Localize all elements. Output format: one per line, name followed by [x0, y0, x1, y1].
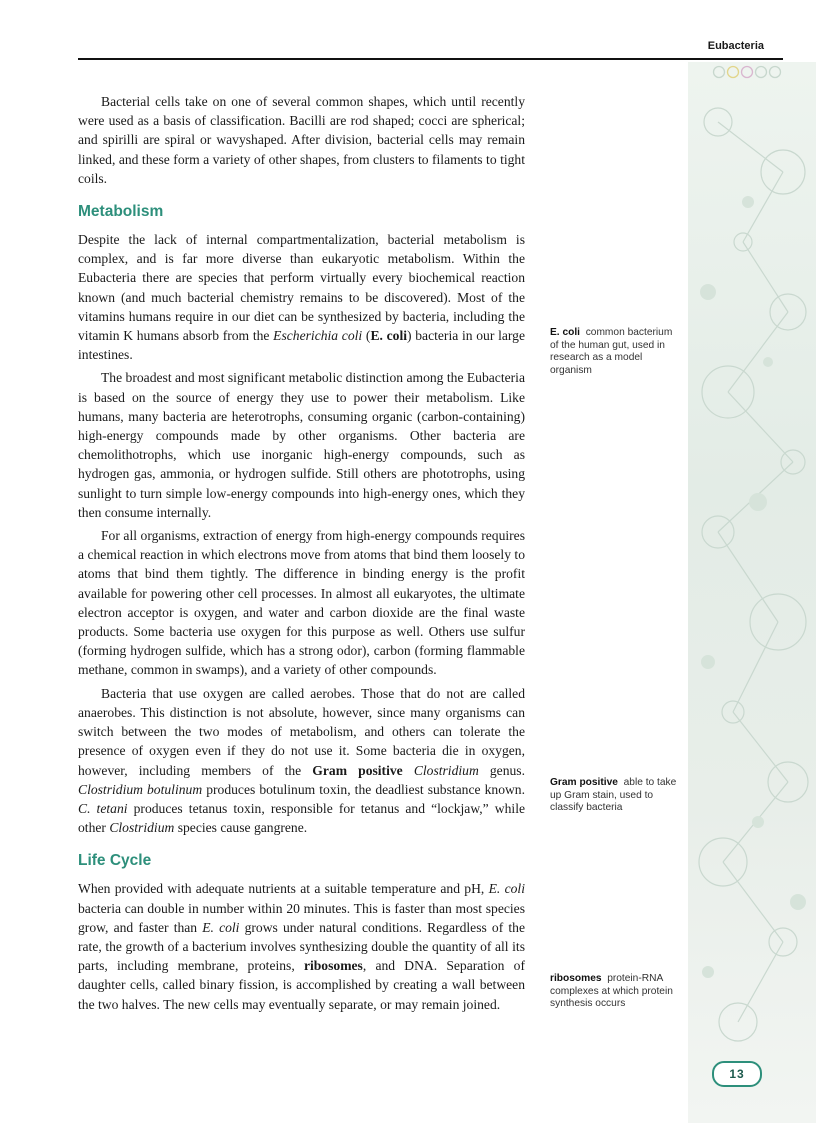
glossary-term-gram-positive: Gram positive	[312, 762, 403, 778]
glossary-term-ribosomes: ribosomes	[303, 958, 363, 974]
glossary-note-ribosomes: ribosomes protein-RNA complexes at which protein synthesis occurs	[550, 973, 673, 1010]
glossary-term-e-coli: E. coli	[370, 328, 408, 344]
metabolism-paragraph-4: Bacteria that use oxygen are called aerobes. Those that do not are called anaerobes. This distinction is not absolute, however, since many organisms can switch between the two modes of metabolism, and others can tolerate the presence of oxygen even if they do not use it. Some bacteria die in oxygen, however, including members of the Gram positive Clostridium genus. Clostridium botulinum produces botulinum toxin, the deadliest substance known. C. tetani produces tetanus toxin, responsible for tetanus and “lockjaw,” while other Clostridium species cause gangrene.	[78, 685, 526, 836]
decorative-circles	[712, 65, 782, 79]
glossary-note-gram-positive: Gram positive able to take up Gram stain, used to classify bacteria	[550, 777, 677, 814]
metabolism-paragraph-2: The broadest and most significant metabolic distinction among the Eubacteria is based on the source of energy they use to power their metabolism. Like humans, many bacteria are heterotrophs, consuming organic (carbon-containing) high-energy compounds made by other organisms. Other bacteria are chemolithotrophs, which use inorganic high-energy compounds, such as hydrogen gas, ammonia, or hydrogen sulfide. Still others are phototrophs, using sunlight to turn simple low-energy compounds into high-energy ones, which they then consume internally.	[78, 370, 525, 520]
header-rule	[78, 58, 783, 60]
section-heading-life-cycle: Life Cycle	[78, 852, 152, 870]
metabolism-paragraph-3: For all organisms, extraction of energy from high-energy compounds requires a chemical reaction in which electrons move from atoms that bind them loosely to atoms that bind them tightly. The difference in binding energy is the profit available for powering other cell processes. In almost all eukaryotes, the ultimate electron acceptor is oxygen, and water and carbon dioxide are the final waste products. Some bacteria use oxygen for this purpose as well. Others use sulfur (forming hydrogen sulfide, which has a strong odor), carbon (forming flammable methane, common in swamps), and a variety of other compounds.	[78, 528, 525, 678]
glossary-note-e-coli: E. coli common bacterium of the human gut, used in research as a model organism	[550, 327, 673, 376]
decorative-side-strip	[688, 62, 816, 1123]
section-heading-metabolism: Metabolism	[78, 203, 164, 221]
life-cycle-paragraph: When provided with adequate nutrients at a suitable temperature and pH, E. coli bacteria can double in number within 20 minutes. This is faster than most species grow, and faster than E. coli grows under natural conditions. Regardless of the rate, the growth of a bacterium involves synthesizing double the quantity of all its parts, including membrane, proteins, ribosomes, and DNA. Separation of daughter cells, called binary fission, is accomplished by creating a wall between the two halves. The new cells may eventually separate, or may remain joined.	[78, 881, 525, 1012]
metabolism-paragraph-1: Despite the lack of internal compartmentalization, bacterial metabolism is complex, and is far more diverse than eukaryotic metabolism. Within the Eubacteria there are species that perform virtually every biochemical reaction known (and much bacterial chemistry remains to be discovered). Most of the vitamins humans require in our diet can be synthesized by bacteria, including the vitamin K humans absorb from the Escherichia coli (E. coli) bacteria in our large intestines.	[78, 232, 526, 363]
page-number: 13	[712, 1061, 762, 1087]
running-head: Eubacteria	[707, 40, 764, 52]
main-text-column	[78, 92, 525, 1018]
intro-paragraph: Bacterial cells take on one of several common shapes, which until recently were used as a basis of classification. Bacilli are rod shaped; cocci are spherical; and spirilli are spiral or wavyshaped. After division, bacterial cells may remain linked, and these form a variety of other shapes, from clusters to filaments to tight coils.	[78, 94, 525, 186]
molecule-background-illustration	[688, 62, 816, 1123]
